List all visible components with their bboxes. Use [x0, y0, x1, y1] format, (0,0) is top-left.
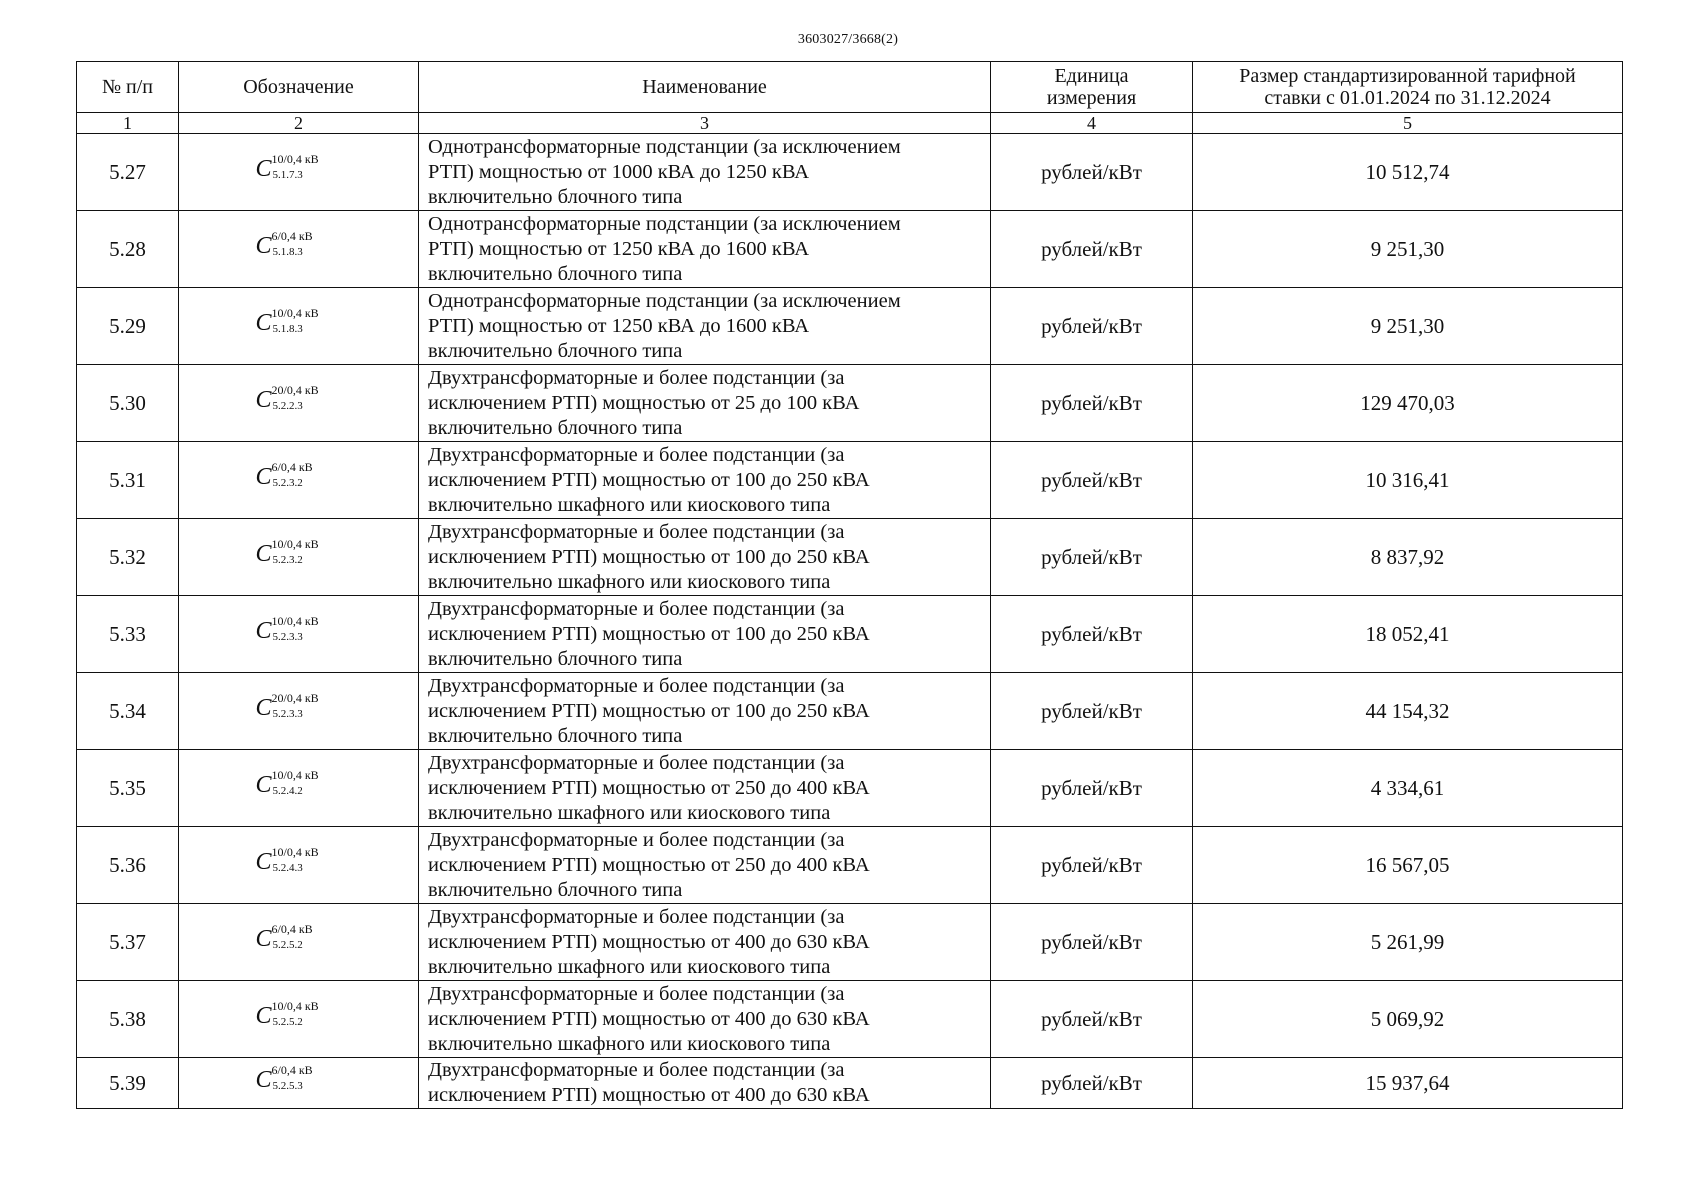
- row-value: [1193, 981, 1623, 1058]
- row-value-text: 9 251,30: [1370, 236, 1445, 261]
- row-name-line: исключением РТП) мощностью от 250 до 400 кВА: [428, 853, 870, 876]
- row-name-line: исключением РТП) мощностью от 100 до 250 кВА: [428, 545, 870, 568]
- row-unit-text: рублей/кВт: [1041, 313, 1142, 338]
- row-name-line: включительно блочного типа: [428, 878, 683, 901]
- designation-symbol: [256, 692, 342, 726]
- row-name: [419, 596, 991, 673]
- table-row: [77, 288, 1623, 365]
- table-row: [77, 827, 1623, 904]
- row-name-line: включительно блочного типа: [428, 339, 683, 362]
- symbol-index: 5.1.7.3: [272, 168, 303, 181]
- table-row: [77, 1058, 1623, 1109]
- row-name-line: Двухтрансформаторные и более подстанции (за: [428, 828, 845, 851]
- row-unit: [991, 365, 1193, 442]
- row-value: [1193, 750, 1623, 827]
- row-value-text: 44 154,32: [1365, 698, 1450, 723]
- symbol-voltage: 6/0,4 кВ: [271, 459, 313, 474]
- row-number-text: 5.30: [109, 390, 146, 415]
- row-name: [419, 904, 991, 981]
- row-number: [77, 827, 179, 904]
- row-name-line: включительно блочного типа: [428, 185, 683, 208]
- header-rate-line2: ставки с 01.01.2024 по 31.12.2024: [1264, 87, 1551, 109]
- row-value-text: 10 316,41: [1365, 467, 1450, 492]
- row-value-text: 15 937,64: [1365, 1070, 1450, 1095]
- symbol-index: 5.2.3.3: [272, 630, 303, 643]
- row-unit-text: рублей/кВт: [1041, 390, 1142, 415]
- row-name-line: Двухтрансформаторные и более подстанции (за: [428, 905, 845, 928]
- row-value-text: 9 251,30: [1370, 313, 1445, 338]
- row-name: [419, 827, 991, 904]
- row-name-line: включительно блочного типа: [428, 724, 683, 747]
- row-number: [77, 519, 179, 596]
- row-name-line: исключением РТП) мощностью от 400 до 630 кВА: [428, 930, 870, 953]
- row-value: [1193, 904, 1623, 981]
- row-unit: [991, 442, 1193, 519]
- row-value-text: 5 069,92: [1370, 1006, 1445, 1031]
- row-unit: [991, 596, 1193, 673]
- row-name: [419, 442, 991, 519]
- symbol-index: 5.2.3.2: [272, 476, 303, 489]
- symbol-index: 5.1.8.3: [272, 245, 303, 258]
- row-number: [77, 442, 179, 519]
- row-name: [419, 519, 991, 596]
- row-number: [77, 288, 179, 365]
- row-name-line: Двухтрансформаторные и более подстанции (за: [428, 597, 845, 620]
- row-name-line: включительно блочного типа: [428, 262, 683, 285]
- symbol-voltage: 6/0,4 кВ: [271, 1062, 313, 1077]
- column-number: 5: [1193, 113, 1623, 134]
- row-name: [419, 211, 991, 288]
- row-name-line: РТП) мощностью от 1000 кВА до 1250 кВА: [428, 160, 810, 183]
- row-name-line: исключением РТП) мощностью от 100 до 250 кВА: [428, 468, 870, 491]
- symbol-voltage: 6/0,4 кВ: [271, 228, 313, 243]
- row-number: [77, 365, 179, 442]
- row-name: [419, 1058, 991, 1109]
- row-number-text: 5.38: [109, 1006, 146, 1031]
- header-designation: Обозначение: [179, 62, 419, 113]
- row-name-line: Двухтрансформаторные и более подстанции (за: [428, 674, 845, 697]
- row-name: [419, 673, 991, 750]
- symbol-index: 5.1.8.3: [272, 322, 303, 335]
- row-number: [77, 1058, 179, 1109]
- designation-symbol: [256, 384, 342, 418]
- row-name-line: Двухтрансформаторные и более подстанции (за: [428, 982, 845, 1005]
- table-row: [77, 519, 1623, 596]
- symbol-letter: C: [255, 1066, 272, 1093]
- column-number: 4: [991, 113, 1193, 134]
- row-number-text: 5.31: [109, 467, 146, 492]
- column-number: 1: [77, 113, 179, 134]
- tariff-table: [76, 61, 1623, 1109]
- row-number: [77, 596, 179, 673]
- row-value-text: 8 837,92: [1370, 544, 1445, 569]
- row-unit: [991, 519, 1193, 596]
- symbol-letter: C: [255, 232, 272, 259]
- row-value: [1193, 827, 1623, 904]
- symbol-index: 5.2.5.2: [272, 1015, 303, 1028]
- header-name: Наименование: [419, 62, 991, 113]
- row-number-text: 5.36: [109, 852, 146, 877]
- row-designation: [179, 827, 419, 904]
- symbol-letter: C: [255, 309, 272, 336]
- designation-symbol: [256, 538, 342, 572]
- header-rate: [1193, 62, 1623, 113]
- symbol-voltage: 10/0,4 кВ: [271, 536, 319, 551]
- header-unit: [991, 62, 1193, 113]
- row-unit-text: рублей/кВт: [1041, 544, 1142, 569]
- row-name-line: включительно шкафного или киоскового типа: [428, 493, 831, 516]
- symbol-letter: C: [255, 540, 272, 567]
- row-number-text: 5.33: [109, 621, 146, 646]
- row-designation: [179, 750, 419, 827]
- symbol-letter: C: [255, 848, 272, 875]
- column-number-row: [77, 113, 1623, 134]
- symbol-index: 5.2.3.2: [272, 553, 303, 566]
- symbol-voltage: 20/0,4 кВ: [271, 690, 319, 705]
- symbol-index: 5.2.5.2: [272, 938, 303, 951]
- row-name-line: исключением РТП) мощностью от 100 до 250 кВА: [428, 622, 870, 645]
- row-name-line: исключением РТП) мощностью от 250 до 400 кВА: [428, 776, 870, 799]
- row-designation: [179, 596, 419, 673]
- row-designation: [179, 211, 419, 288]
- row-unit: [991, 827, 1193, 904]
- row-value: [1193, 596, 1623, 673]
- row-value: [1193, 442, 1623, 519]
- row-name-line: исключением РТП) мощностью от 100 до 250 кВА: [428, 699, 870, 722]
- row-name: [419, 981, 991, 1058]
- column-number: 2: [179, 113, 419, 134]
- symbol-letter: C: [255, 617, 272, 644]
- row-number-text: 5.29: [109, 313, 146, 338]
- symbol-letter: C: [255, 694, 272, 721]
- table-row: [77, 904, 1623, 981]
- row-unit-text: рублей/кВт: [1041, 236, 1142, 261]
- row-value: [1193, 519, 1623, 596]
- row-name-line: включительно блочного типа: [428, 647, 683, 670]
- row-unit: [991, 1058, 1193, 1109]
- row-designation: [179, 442, 419, 519]
- table-row: [77, 211, 1623, 288]
- row-unit-text: рублей/кВт: [1041, 621, 1142, 646]
- table-row: [77, 981, 1623, 1058]
- row-value: [1193, 673, 1623, 750]
- symbol-index: 5.2.5.3: [272, 1079, 303, 1092]
- row-number: [77, 904, 179, 981]
- column-number: 3: [419, 113, 991, 134]
- row-value-text: 18 052,41: [1365, 621, 1450, 646]
- row-name-line: Двухтрансформаторные и более подстанции (за: [428, 1059, 845, 1081]
- symbol-voltage: 6/0,4 кВ: [271, 921, 313, 936]
- row-unit-text: рублей/кВт: [1041, 929, 1142, 954]
- row-unit: [991, 750, 1193, 827]
- designation-symbol: [256, 153, 342, 187]
- row-unit-text: рублей/кВт: [1041, 698, 1142, 723]
- row-name: [419, 134, 991, 211]
- row-designation: [179, 673, 419, 750]
- row-unit-text: рублей/кВт: [1041, 775, 1142, 800]
- row-designation: [179, 904, 419, 981]
- symbol-index: 5.2.4.2: [272, 784, 303, 797]
- row-designation: [179, 1058, 419, 1109]
- row-number: [77, 750, 179, 827]
- symbol-letter: C: [255, 386, 272, 413]
- header-row: [77, 62, 1623, 113]
- row-unit: [991, 134, 1193, 211]
- designation-symbol: [256, 615, 342, 649]
- designation-symbol: [256, 461, 342, 495]
- row-designation: [179, 365, 419, 442]
- header-unit-line2: измерения: [1046, 87, 1137, 109]
- row-unit: [991, 904, 1193, 981]
- symbol-index: 5.2.4.3: [272, 861, 303, 874]
- row-designation: [179, 981, 419, 1058]
- row-unit: [991, 211, 1193, 288]
- row-name: [419, 288, 991, 365]
- row-unit-text: рублей/кВт: [1041, 1006, 1142, 1031]
- symbol-voltage: 10/0,4 кВ: [271, 151, 319, 166]
- row-value-text: 16 567,05: [1365, 852, 1450, 877]
- row-name-line: Однотрансформаторные подстанции (за исключением: [428, 135, 901, 158]
- row-number: [77, 211, 179, 288]
- header-unit-line1: Единица: [1054, 65, 1129, 87]
- header-rate-line1: Размер стандартизированной тарифной: [1239, 65, 1576, 87]
- row-name-line: включительно шкафного или киоскового типа: [428, 570, 831, 593]
- row-number-text: 5.37: [109, 929, 146, 954]
- row-value: [1193, 211, 1623, 288]
- table-row: [77, 750, 1623, 827]
- symbol-voltage: 10/0,4 кВ: [271, 305, 319, 320]
- row-value: [1193, 365, 1623, 442]
- row-name: [419, 750, 991, 827]
- designation-symbol: [256, 1064, 342, 1098]
- row-value: [1193, 1058, 1623, 1109]
- row-value: [1193, 134, 1623, 211]
- row-value-text: 4 334,61: [1370, 775, 1445, 800]
- row-number: [77, 134, 179, 211]
- row-name-line: Однотрансформаторные подстанции (за исключением: [428, 289, 901, 312]
- row-designation: [179, 134, 419, 211]
- row-unit: [991, 288, 1193, 365]
- header-num: № п/п: [77, 62, 179, 113]
- row-name-line: Однотрансформаторные подстанции (за исключением: [428, 212, 901, 235]
- symbol-letter: C: [255, 1002, 272, 1029]
- row-name-line: Двухтрансформаторные и более подстанции (за: [428, 443, 845, 466]
- symbol-letter: C: [255, 925, 272, 952]
- row-name-line: Двухтрансформаторные и более подстанции (за: [428, 520, 845, 543]
- row-name-line: Двухтрансформаторные и более подстанции (за: [428, 366, 845, 389]
- table-row: [77, 442, 1623, 519]
- row-name-line: включительно шкафного или киоскового типа: [428, 955, 831, 978]
- row-name-line: включительно шкафного или киоскового типа: [428, 801, 831, 824]
- row-number-text: 5.35: [109, 775, 146, 800]
- designation-symbol: [256, 769, 342, 803]
- designation-symbol: [256, 1000, 342, 1034]
- row-number-text: 5.39: [109, 1070, 146, 1095]
- row-number-text: 5.27: [109, 159, 146, 184]
- row-name-line: Двухтрансформаторные и более подстанции (за: [428, 751, 845, 774]
- row-name-line: включительно шкафного или киоскового типа: [428, 1032, 831, 1055]
- row-number-text: 5.32: [109, 544, 146, 569]
- symbol-voltage: 10/0,4 кВ: [271, 998, 319, 1013]
- row-value: [1193, 288, 1623, 365]
- row-value-text: 10 512,74: [1365, 159, 1450, 184]
- row-number-text: 5.28: [109, 236, 146, 261]
- row-name-line: РТП) мощностью от 1250 кВА до 1600 кВА: [428, 314, 810, 337]
- row-name-line: исключением РТП) мощностью от 400 до 630 кВА: [428, 1007, 870, 1030]
- row-unit: [991, 673, 1193, 750]
- designation-symbol: [256, 307, 342, 341]
- symbol-index: 5.2.2.3: [272, 399, 303, 412]
- designation-symbol: [256, 923, 342, 957]
- table-row: [77, 134, 1623, 211]
- row-unit-text: рублей/кВт: [1041, 467, 1142, 492]
- table-row: [77, 596, 1623, 673]
- row-number: [77, 981, 179, 1058]
- symbol-voltage: 20/0,4 кВ: [271, 382, 319, 397]
- row-unit-text: рублей/кВт: [1041, 852, 1142, 877]
- row-unit-text: рублей/кВт: [1041, 1070, 1142, 1095]
- row-name: [419, 365, 991, 442]
- row-name-line: включительно блочного типа: [428, 416, 683, 439]
- symbol-voltage: 10/0,4 кВ: [271, 767, 319, 782]
- symbol-voltage: 10/0,4 кВ: [271, 844, 319, 859]
- designation-symbol: [256, 846, 342, 880]
- table-row: [77, 673, 1623, 750]
- row-number: [77, 673, 179, 750]
- row-unit-text: рублей/кВт: [1041, 159, 1142, 184]
- row-designation: [179, 288, 419, 365]
- row-unit: [991, 981, 1193, 1058]
- symbol-letter: C: [255, 155, 272, 182]
- symbol-letter: C: [255, 771, 272, 798]
- row-number-text: 5.34: [109, 698, 146, 723]
- row-value-text: 5 261,99: [1370, 929, 1445, 954]
- symbol-voltage: 10/0,4 кВ: [271, 613, 319, 628]
- symbol-letter: C: [255, 463, 272, 490]
- row-name-line: исключением РТП) мощностью от 25 до 100 кВА: [428, 391, 860, 414]
- row-value-text: 129 470,03: [1360, 390, 1455, 415]
- row-designation: [179, 519, 419, 596]
- designation-symbol: [256, 230, 342, 264]
- row-name-line: исключением РТП) мощностью от 400 до 630 кВА: [428, 1084, 870, 1106]
- symbol-index: 5.2.3.3: [272, 707, 303, 720]
- row-name-line: РТП) мощностью от 1250 кВА до 1600 кВА: [428, 237, 810, 260]
- document-number: 3603027/3668(2): [797, 32, 899, 47]
- table-row: [77, 365, 1623, 442]
- tariff-table-body: [77, 134, 1623, 1109]
